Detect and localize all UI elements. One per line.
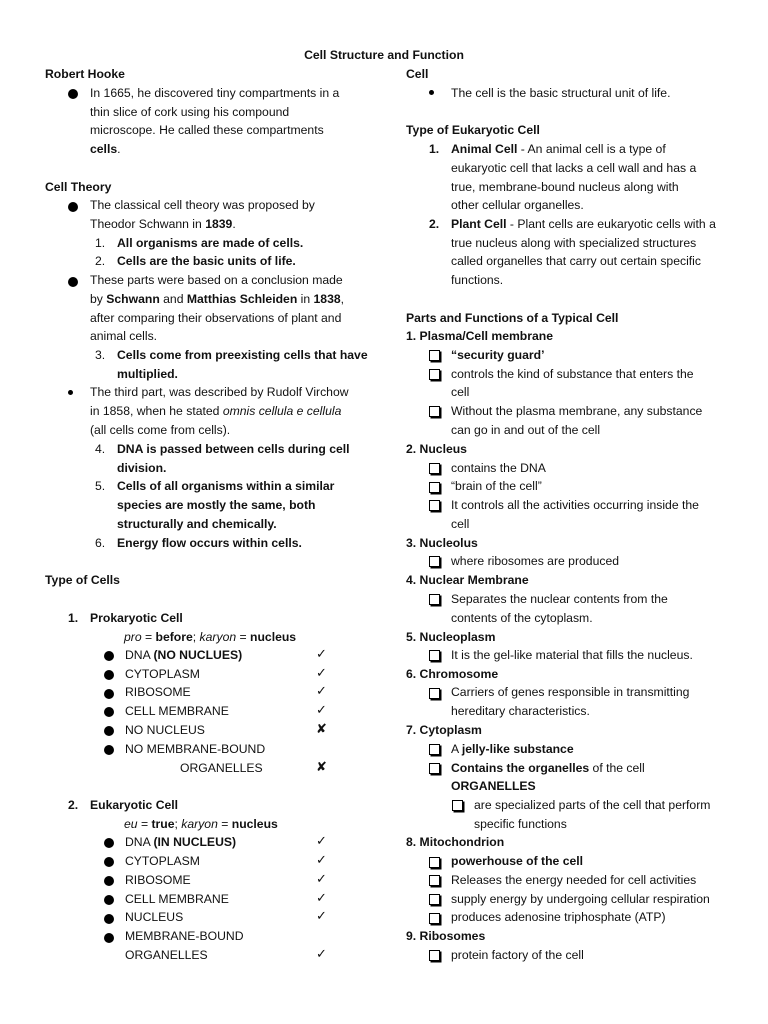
part-detail: Carriers of genes responsible in transmitting (451, 685, 690, 699)
text-run: and (159, 292, 187, 306)
text-run: in (297, 292, 314, 306)
checkbox-icon (429, 950, 440, 961)
list-number: 5. (95, 479, 106, 493)
part-cytoplasm: 7. Cytoplasm (406, 723, 482, 737)
part-nucleus: 2. Nucleus (406, 442, 467, 456)
part-detail: Separates the nuclear contents from the (451, 592, 668, 606)
checkbox-icon (429, 875, 440, 886)
bullet (104, 838, 114, 848)
text-run: = (137, 817, 152, 831)
part-detail: produces adenosine triphosphate (ATP) (451, 910, 666, 924)
theory-p2-line: animal cells. (90, 329, 158, 343)
heading-cell-theory: Cell Theory (45, 180, 112, 194)
text-run: Contains the organelles (451, 761, 590, 775)
text-run: nucleus (250, 630, 297, 644)
theory-p3-line: The third part, was described by Rudolf Virchow (90, 385, 349, 399)
part-detail: “security guard’ (451, 348, 545, 362)
list-number: 4. (95, 442, 106, 456)
plant-cell-line: true nucleus along with specialized structures (451, 236, 697, 250)
theory-item-5-cont: structurally and chemically. (117, 517, 277, 531)
latin-phrase: omnis cellula e cellula (222, 404, 342, 418)
checkbox-icon (429, 482, 440, 493)
hooke-line-end (90, 140, 121, 159)
bullet (104, 876, 114, 886)
bullet (104, 914, 114, 924)
text-run: A (451, 742, 462, 756)
name-schleiden: Matthias Schleiden (186, 292, 298, 306)
list-number: 1. (68, 611, 79, 625)
bullet (104, 895, 114, 905)
part-detail: Releases the energy needed for cell activities (451, 873, 697, 887)
list-number: 3. (95, 348, 106, 362)
bullet (68, 277, 78, 287)
part-detail: are specialized parts of the cell that perform (474, 798, 711, 812)
heading-robert-hooke: Robert Hooke (45, 67, 125, 81)
prok-feature-cont: ORGANELLES (180, 761, 263, 775)
page-title: Cell Structure and Function (304, 48, 464, 62)
checkbox-icon (429, 763, 440, 774)
part-nucleolus: 3. Nucleolus (406, 536, 478, 550)
checkbox-icon (429, 913, 440, 924)
theory-p2-line (90, 290, 344, 309)
animal-cell-line: other cellular organelles. (451, 198, 584, 212)
text-run: karyon (199, 630, 237, 644)
check-mark-icon: ✓ (316, 890, 327, 905)
theory-item-2: Cells are the basic units of life. (117, 254, 296, 268)
checkbox-icon (429, 857, 440, 868)
part-mitochondrion: 8. Mitochondrion (406, 835, 505, 849)
part-detail (451, 759, 645, 778)
punct: . (232, 217, 236, 231)
hooke-line: microscope. He called these compartments (90, 123, 324, 137)
list-number: 1. (95, 236, 106, 250)
checkbox-icon (429, 500, 440, 511)
euk-feature: NUCLEUS (125, 910, 184, 924)
theory-p2-line: These parts were based on a conclusion made (90, 273, 343, 287)
text-run: = (217, 817, 232, 831)
hooke-line: thin slice of cork using his compound (90, 105, 290, 119)
theory-p3-line (90, 402, 341, 421)
list-number: 6. (95, 536, 106, 550)
text-run: nucleus (231, 817, 278, 831)
text-run: of the cell (589, 761, 645, 775)
checkbox-icon (429, 594, 440, 605)
euk-feature: MEMBRANE-BOUND (125, 929, 244, 943)
check-mark-icon: ✓ (316, 833, 327, 848)
check-mark-icon: ✓ (316, 871, 327, 886)
hooke-line: In 1665, he discovered tiny compartments in a (90, 86, 340, 100)
list-number: 2. (95, 254, 106, 268)
text-run: jelly-like substance (461, 742, 574, 756)
list-number: 1. (429, 142, 440, 156)
theory-item-3-cont: multiplied. (117, 367, 178, 381)
plant-cell-line: called organelles that carry out certain specific (451, 254, 701, 268)
checkbox-icon (429, 406, 440, 417)
prok-feature: NO MEMBRANE-BOUND (125, 742, 266, 756)
checkbox-icon (452, 800, 463, 811)
text-run: - An animal cell is a type of (517, 142, 666, 156)
check-mark-icon: ✓ (316, 646, 327, 661)
heading-cell: Cell (406, 67, 429, 81)
prok-feature: RIBOSOME (125, 685, 191, 699)
part-detail: contents of the cytoplasm. (451, 611, 593, 625)
checkbox-icon (429, 894, 440, 905)
text-run: ; (192, 630, 200, 644)
check-mark-icon: ✓ (316, 702, 327, 717)
checkbox-icon (429, 556, 440, 567)
bullet (104, 857, 114, 867)
euk-feature: CYTOPLASM (125, 854, 200, 868)
part-chromosome: 6. Chromosome (406, 667, 499, 681)
theory-p3-line: (all cells come from cells). (90, 423, 231, 437)
list-number: 2. (68, 798, 79, 812)
theory-item-5: Cells of all organisms within a similar (117, 479, 335, 493)
euk-feature (125, 833, 236, 852)
part-detail: It controls all the activities occurring inside the (451, 498, 699, 512)
part-nucleoplasm: 5. Nucleoplasm (406, 630, 496, 644)
theory-item-5-cont: species are mostly the same, both (117, 498, 316, 512)
part-detail: where ribosomes are produced (451, 554, 620, 568)
text-run: in 1858, when he stated (90, 404, 223, 418)
part-detail: contains the DNA (451, 461, 546, 475)
part-plasma-membrane: 1. Plasma/Cell membrane (406, 329, 553, 343)
check-mark-icon: ✓ (316, 946, 327, 961)
bullet (104, 707, 114, 717)
text-run: DNA (125, 648, 154, 662)
part-detail: controls the kind of substance that enters the (451, 367, 694, 381)
part-detail (451, 740, 574, 759)
checkbox-icon (429, 369, 440, 380)
text-run: eu (124, 817, 138, 831)
euk-feature: RIBOSOME (125, 873, 191, 887)
bullet (68, 89, 78, 99)
part-detail: can go in and out of the cell (451, 423, 601, 437)
prok-feature: CYTOPLASM (125, 667, 200, 681)
punct: , (340, 292, 345, 306)
text-run: by (90, 292, 107, 306)
check-mark-icon: ✓ (316, 665, 327, 680)
bullet (104, 689, 114, 699)
plant-cell-term: Plant Cell (451, 217, 507, 231)
eukaryotic-etymology (124, 815, 278, 834)
bullet (104, 726, 114, 736)
animal-cell-line: eukaryotic cell that lacks a cell wall and has a (451, 161, 697, 175)
cell-definition: The cell is the basic structural unit of life. (451, 86, 671, 100)
heading-eukaryotic-types: Type of Eukaryotic Cell (406, 123, 540, 137)
part-detail: hereditary characteristics. (451, 704, 590, 718)
part-detail: protein factory of the cell (451, 948, 584, 962)
animal-cell-line (451, 140, 666, 159)
eukaryotic-heading: Eukaryotic Cell (90, 798, 179, 812)
text-run: karyon (181, 817, 218, 831)
text-run: pro (124, 630, 142, 644)
hooke-cells-term: cells (90, 142, 118, 156)
part-detail: It is the gel-like material that fills the nucleus. (451, 648, 693, 662)
checkbox-icon (429, 350, 440, 361)
text-run: true (151, 817, 175, 831)
list-number: 2. (429, 217, 440, 231)
theory-item-3: Cells come from preexisting cells that have (117, 348, 368, 362)
plant-cell-line (451, 215, 716, 234)
prok-feature: NO NUCLEUS (125, 723, 205, 737)
part-detail: supply energy by undergoing cellular respiration (451, 892, 710, 906)
part-detail: cell (451, 517, 470, 531)
punct: . (117, 142, 121, 156)
checkbox-icon (429, 650, 440, 661)
check-mark-icon: ✓ (316, 852, 327, 867)
bullet (104, 670, 114, 680)
organelles-label: ORGANELLES (451, 779, 536, 793)
prok-feature: CELL MEMBRANE (125, 704, 229, 718)
plant-cell-line: functions. (451, 273, 504, 287)
theory-item-6: Energy flow occurs within cells. (117, 536, 302, 550)
text-run: (NO NUCLUES) (153, 648, 243, 662)
checkbox-icon (429, 688, 440, 699)
theory-item-4: DNA is passed between cells during cell (117, 442, 350, 456)
cross-mark-icon: ✘ (316, 759, 327, 774)
text-run: ; (174, 817, 182, 831)
text-run: = (236, 630, 251, 644)
heading-type-of-cells: Type of Cells (45, 573, 120, 587)
text-run: Theodor Schwann in (90, 217, 206, 231)
text-run: - Plant cells are eukaryotic cells with a (506, 217, 716, 231)
bullet (104, 651, 114, 661)
cross-mark-icon: ✘ (316, 721, 327, 736)
part-detail: powerhouse of the cell (451, 854, 584, 868)
euk-feature: CELL MEMBRANE (125, 892, 229, 906)
part-detail: Without the plasma membrane, any substance (451, 404, 703, 418)
animal-cell-term: Animal Cell (451, 142, 518, 156)
text-run: DNA (125, 835, 154, 849)
theory-item-1: All organisms are made of cells. (117, 236, 304, 250)
prok-feature (125, 646, 242, 665)
part-detail: cell (451, 385, 470, 399)
checkbox-icon (429, 463, 440, 474)
part-ribosomes: 9. Ribosomes (406, 929, 486, 943)
bullet (104, 933, 114, 943)
bullet (104, 745, 114, 755)
theory-p2-line: after comparing their observations of plant and (90, 311, 342, 325)
prokaryotic-heading: Prokaryotic Cell (90, 611, 183, 625)
prokaryotic-etymology (124, 628, 296, 647)
heading-parts-functions: Parts and Functions of a Typical Cell (406, 311, 619, 325)
text-run: = (141, 630, 156, 644)
bullet (429, 90, 434, 95)
theory-p1-line (90, 215, 236, 234)
part-detail: specific functions (474, 817, 567, 831)
part-detail: “brain of the cell” (451, 479, 542, 493)
text-run: before (155, 630, 193, 644)
year-1839: 1839 (205, 217, 233, 231)
check-mark-icon: ✓ (316, 908, 327, 923)
check-mark-icon: ✓ (316, 683, 327, 698)
text-run: (IN NUCLEUS) (153, 835, 237, 849)
name-schwann: Schwann (106, 292, 160, 306)
checkbox-icon (429, 744, 440, 755)
bullet (68, 202, 78, 212)
part-nuclear-membrane: 4. Nuclear Membrane (406, 573, 529, 587)
year-1838: 1838 (313, 292, 341, 306)
euk-feature-cont: ORGANELLES (125, 948, 208, 962)
bullet (68, 390, 73, 395)
animal-cell-line: true, membrane-bound nucleus along with (451, 180, 679, 194)
theory-item-4-cont: division. (117, 461, 167, 475)
theory-p1-line: The classical cell theory was proposed by (90, 198, 315, 212)
